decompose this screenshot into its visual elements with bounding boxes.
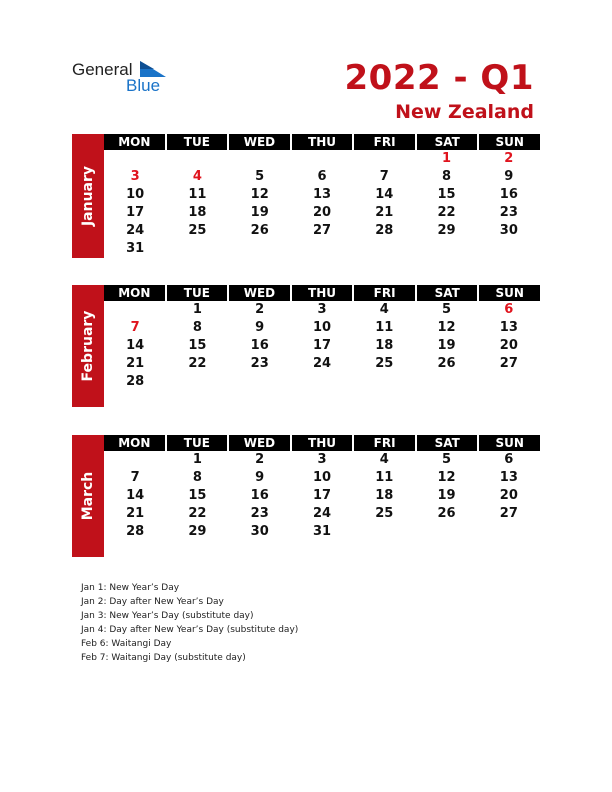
- day-cell: 31: [312, 524, 332, 539]
- day-cell: [353, 373, 415, 391]
- calendar-grid-march: [104, 435, 540, 541]
- month-name: March: [80, 471, 96, 521]
- day-cell: 15: [188, 338, 207, 353]
- day-cell: 26: [437, 506, 456, 521]
- weekday-label: SAT: [417, 435, 478, 451]
- day-cell: 9: [255, 320, 265, 335]
- generalblue-logo: [72, 60, 182, 100]
- day-cell: 5: [442, 302, 452, 317]
- month-block-march: [72, 435, 540, 557]
- day-cell: 2: [255, 302, 265, 317]
- day-cell: 4: [192, 169, 202, 184]
- day-cell: [104, 301, 166, 319]
- weekday-label: THU: [292, 285, 353, 301]
- week-row: [104, 451, 540, 469]
- day-cell: 23: [499, 205, 518, 220]
- day-cell: 27: [312, 223, 332, 238]
- day-cell: 26: [437, 356, 456, 371]
- week-row: [104, 355, 540, 373]
- day-cell: [353, 240, 415, 258]
- day-cell: [478, 523, 540, 541]
- holiday-item: Feb 6: Waitangi Day: [81, 639, 172, 649]
- day-cell: 11: [375, 470, 394, 485]
- day-cell: 12: [250, 187, 269, 202]
- weekday-label: MON: [104, 134, 165, 150]
- weekday-label: FRI: [354, 134, 415, 150]
- day-cell: 2: [255, 452, 265, 467]
- day-cell: 22: [437, 205, 456, 220]
- day-cell: 27: [499, 506, 518, 521]
- logo-word-general: General: [72, 60, 133, 79]
- day-cell: 26: [250, 223, 269, 238]
- day-cell: 13: [499, 320, 518, 335]
- day-cell: 20: [499, 488, 518, 503]
- day-cell: 22: [188, 356, 207, 371]
- day-cell: 15: [188, 488, 207, 503]
- weekday-label: MON: [104, 435, 165, 451]
- day-cell: 19: [250, 205, 269, 220]
- week-row: [104, 373, 540, 391]
- day-cell: 8: [192, 470, 202, 485]
- day-cell: [229, 150, 291, 168]
- day-cell: 21: [375, 205, 394, 220]
- day-cell: 1: [192, 452, 202, 467]
- weekday-header: [104, 435, 540, 451]
- weekday-label: SAT: [417, 134, 478, 150]
- day-cell: 11: [188, 187, 207, 202]
- logo-word-blue: Blue: [126, 76, 161, 95]
- day-cell: 30: [499, 223, 518, 238]
- week-row: [104, 150, 540, 168]
- weekday-header: [104, 134, 540, 150]
- day-cell: [415, 523, 477, 541]
- day-cell: 14: [126, 488, 145, 503]
- day-cell: 12: [437, 320, 456, 335]
- holiday-item: Jan 4: Day after New Year’s Day (substitute day): [81, 625, 299, 635]
- day-cell: 24: [126, 223, 145, 238]
- day-cell: [291, 240, 353, 258]
- weekday-label: SUN: [479, 435, 540, 451]
- day-cell: 3: [317, 302, 327, 317]
- month-label-march: [72, 435, 104, 557]
- holiday-item: Jan 3: New Year’s Day (substitute day): [81, 611, 254, 621]
- day-cell: 13: [312, 187, 332, 202]
- month-label-february: [72, 285, 104, 407]
- day-cell: 27: [499, 356, 518, 371]
- weekday-label: SUN: [479, 285, 540, 301]
- week-row: [104, 301, 540, 319]
- day-cell: 6: [317, 169, 327, 184]
- page-title: 2022 - Q1: [344, 58, 534, 98]
- day-cell: [415, 240, 477, 258]
- week-row: [104, 523, 540, 541]
- day-cell: [478, 240, 540, 258]
- month-name: February: [80, 310, 96, 382]
- day-cell: 8: [192, 320, 202, 335]
- week-row: [104, 240, 540, 258]
- day-cell: 7: [379, 169, 389, 184]
- weekday-label: WED: [229, 134, 290, 150]
- day-cell: 1: [442, 151, 452, 166]
- day-cell: 21: [126, 356, 145, 371]
- day-cell: 16: [250, 338, 269, 353]
- day-cell: 9: [255, 470, 265, 485]
- day-cell: [291, 373, 353, 391]
- day-cell: 18: [188, 205, 207, 220]
- day-cell: 17: [312, 338, 332, 353]
- month-label-january: [72, 134, 104, 258]
- week-row: [104, 319, 540, 337]
- weekday-label: SAT: [417, 285, 478, 301]
- day-cell: 9: [504, 169, 514, 184]
- week-row: [104, 222, 540, 240]
- day-cell: 2: [504, 151, 514, 166]
- day-cell: 7: [130, 320, 140, 335]
- day-cell: 13: [499, 470, 518, 485]
- week-row: [104, 469, 540, 487]
- day-cell: 19: [437, 488, 456, 503]
- day-cell: 19: [437, 338, 456, 353]
- holiday-item: Feb 7: Waitangi Day (substitute day): [81, 653, 246, 663]
- day-cell: 30: [250, 524, 269, 539]
- day-cell: 15: [437, 187, 456, 202]
- logo-flag-icon: [140, 61, 166, 77]
- day-cell: 31: [126, 241, 145, 256]
- day-cell: 14: [126, 338, 145, 353]
- week-row: [104, 505, 540, 523]
- day-cell: 17: [126, 205, 145, 220]
- day-cell: 17: [312, 488, 332, 503]
- day-cell: 25: [375, 356, 394, 371]
- weekday-label: TUE: [167, 285, 228, 301]
- month-block-february: [72, 285, 540, 407]
- calendar-grid-january: [104, 134, 540, 258]
- day-cell: 16: [250, 488, 269, 503]
- day-cell: 25: [188, 223, 207, 238]
- weekday-label: TUE: [167, 134, 228, 150]
- day-cell: 10: [312, 470, 332, 485]
- day-cell: 16: [499, 187, 518, 202]
- month-block-january: [72, 134, 540, 258]
- week-row: [104, 487, 540, 505]
- day-cell: 29: [188, 524, 207, 539]
- weekday-label: WED: [229, 435, 290, 451]
- day-cell: [415, 373, 477, 391]
- day-cell: 24: [312, 506, 332, 521]
- week-row: [104, 168, 540, 186]
- holiday-item: Jan 2: Day after New Year’s Day: [81, 597, 224, 607]
- day-cell: [166, 373, 228, 391]
- day-cell: 3: [130, 169, 140, 184]
- calendar-grid-february: [104, 285, 540, 391]
- day-cell: [478, 373, 540, 391]
- weekday-label: SUN: [479, 134, 540, 150]
- day-cell: 1: [192, 302, 202, 317]
- day-cell: [291, 150, 353, 168]
- month-name: January: [80, 165, 96, 227]
- day-cell: 7: [130, 470, 140, 485]
- day-cell: [166, 150, 228, 168]
- day-cell: 20: [499, 338, 518, 353]
- day-cell: 21: [126, 506, 145, 521]
- weekday-label: TUE: [167, 435, 228, 451]
- weekday-label: THU: [292, 435, 353, 451]
- day-cell: 23: [250, 506, 269, 521]
- weekday-header: [104, 285, 540, 301]
- day-cell: 22: [188, 506, 207, 521]
- day-cell: 28: [126, 374, 145, 389]
- day-cell: 23: [250, 356, 269, 371]
- day-cell: 20: [312, 205, 332, 220]
- day-cell: 14: [375, 187, 394, 202]
- weekday-label: FRI: [354, 435, 415, 451]
- day-cell: 11: [375, 320, 394, 335]
- week-row: [104, 204, 540, 222]
- day-cell: 10: [312, 320, 332, 335]
- day-cell: 10: [126, 187, 145, 202]
- weekday-label: MON: [104, 285, 165, 301]
- day-cell: [229, 373, 291, 391]
- day-cell: 6: [504, 452, 514, 467]
- day-cell: 18: [375, 338, 394, 353]
- day-cell: 28: [375, 223, 394, 238]
- day-cell: 18: [375, 488, 394, 503]
- weekday-label: FRI: [354, 285, 415, 301]
- day-cell: 5: [255, 169, 265, 184]
- day-cell: 29: [437, 223, 456, 238]
- day-cell: [104, 451, 166, 469]
- day-cell: [353, 523, 415, 541]
- day-cell: 4: [379, 452, 389, 467]
- day-cell: 4: [379, 302, 389, 317]
- day-cell: 28: [126, 524, 145, 539]
- day-cell: 8: [442, 169, 452, 184]
- day-cell: 25: [375, 506, 394, 521]
- day-cell: [104, 150, 166, 168]
- week-row: [104, 186, 540, 204]
- day-cell: [229, 240, 291, 258]
- country-name: New Zealand: [395, 101, 534, 123]
- day-cell: 3: [317, 452, 327, 467]
- day-cell: 5: [442, 452, 452, 467]
- holiday-item: Jan 1: New Year’s Day: [81, 583, 180, 593]
- weekday-label: WED: [229, 285, 290, 301]
- day-cell: 6: [504, 302, 514, 317]
- weekday-label: THU: [292, 134, 353, 150]
- day-cell: 24: [312, 356, 332, 371]
- day-cell: 12: [437, 470, 456, 485]
- holiday-list: [81, 581, 298, 665]
- day-cell: [166, 240, 228, 258]
- week-row: [104, 337, 540, 355]
- day-cell: [353, 150, 415, 168]
